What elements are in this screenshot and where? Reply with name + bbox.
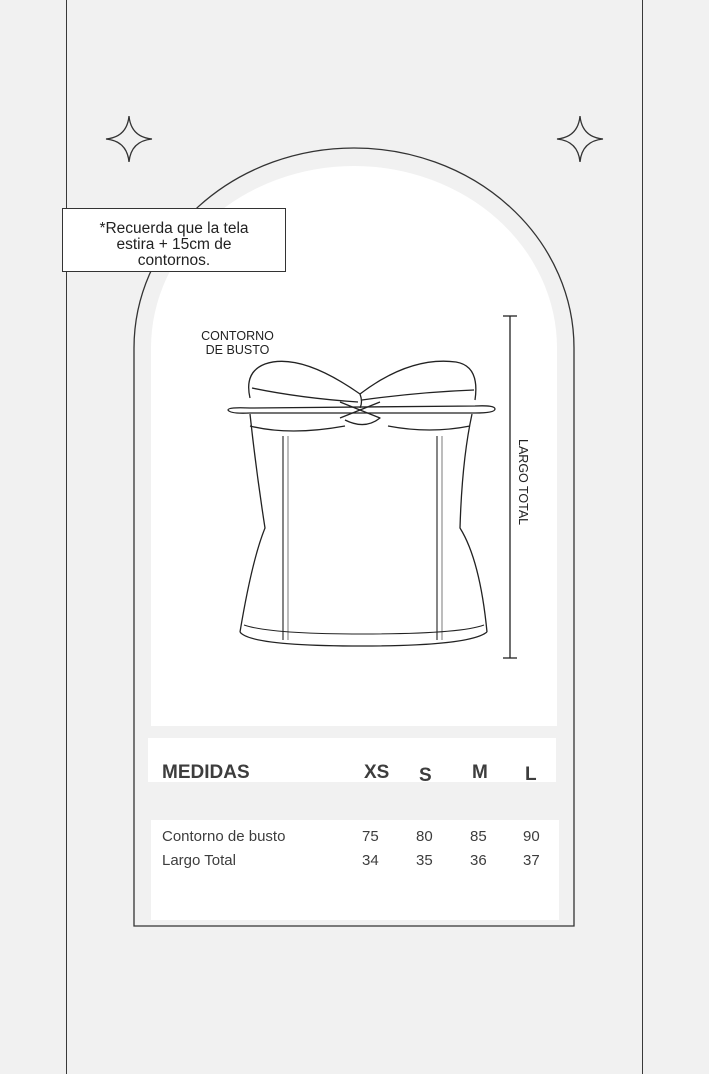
size-header-l: L: [525, 764, 537, 785]
cell-length-xs: 34: [362, 852, 379, 869]
length-measure: [503, 316, 517, 658]
bust-label: [190, 329, 285, 357]
bust-label-line-1: CONTORNO: [201, 329, 274, 343]
length-label: LARGO TOTAL: [516, 439, 530, 526]
row-label-length: Largo Total: [162, 852, 236, 869]
cell-length-m: 36: [470, 852, 487, 869]
size-header-xs: XS: [364, 762, 390, 783]
cell-length-s: 35: [416, 852, 433, 869]
cell-bust-l: 90: [523, 828, 540, 845]
bust-label-line-2: DE BUSTO: [205, 343, 270, 357]
note-line-1: *Recuerda que la tela: [99, 220, 249, 237]
cell-bust-s: 80: [416, 828, 433, 845]
note-line-3: contornos.: [137, 252, 211, 269]
right-side: [460, 414, 487, 632]
cell-bust-xs: 75: [362, 828, 379, 845]
size-header-s: S: [419, 765, 432, 786]
left-side: [240, 414, 265, 632]
row-label-bust: Contorno de busto: [162, 828, 286, 845]
note-line-2: estira + 15cm de: [116, 236, 232, 253]
cell-length-l: 37: [523, 852, 540, 869]
table-title: MEDIDAS: [162, 762, 250, 783]
size-header-m: M: [472, 762, 488, 783]
cell-bust-m: 85: [470, 828, 487, 845]
